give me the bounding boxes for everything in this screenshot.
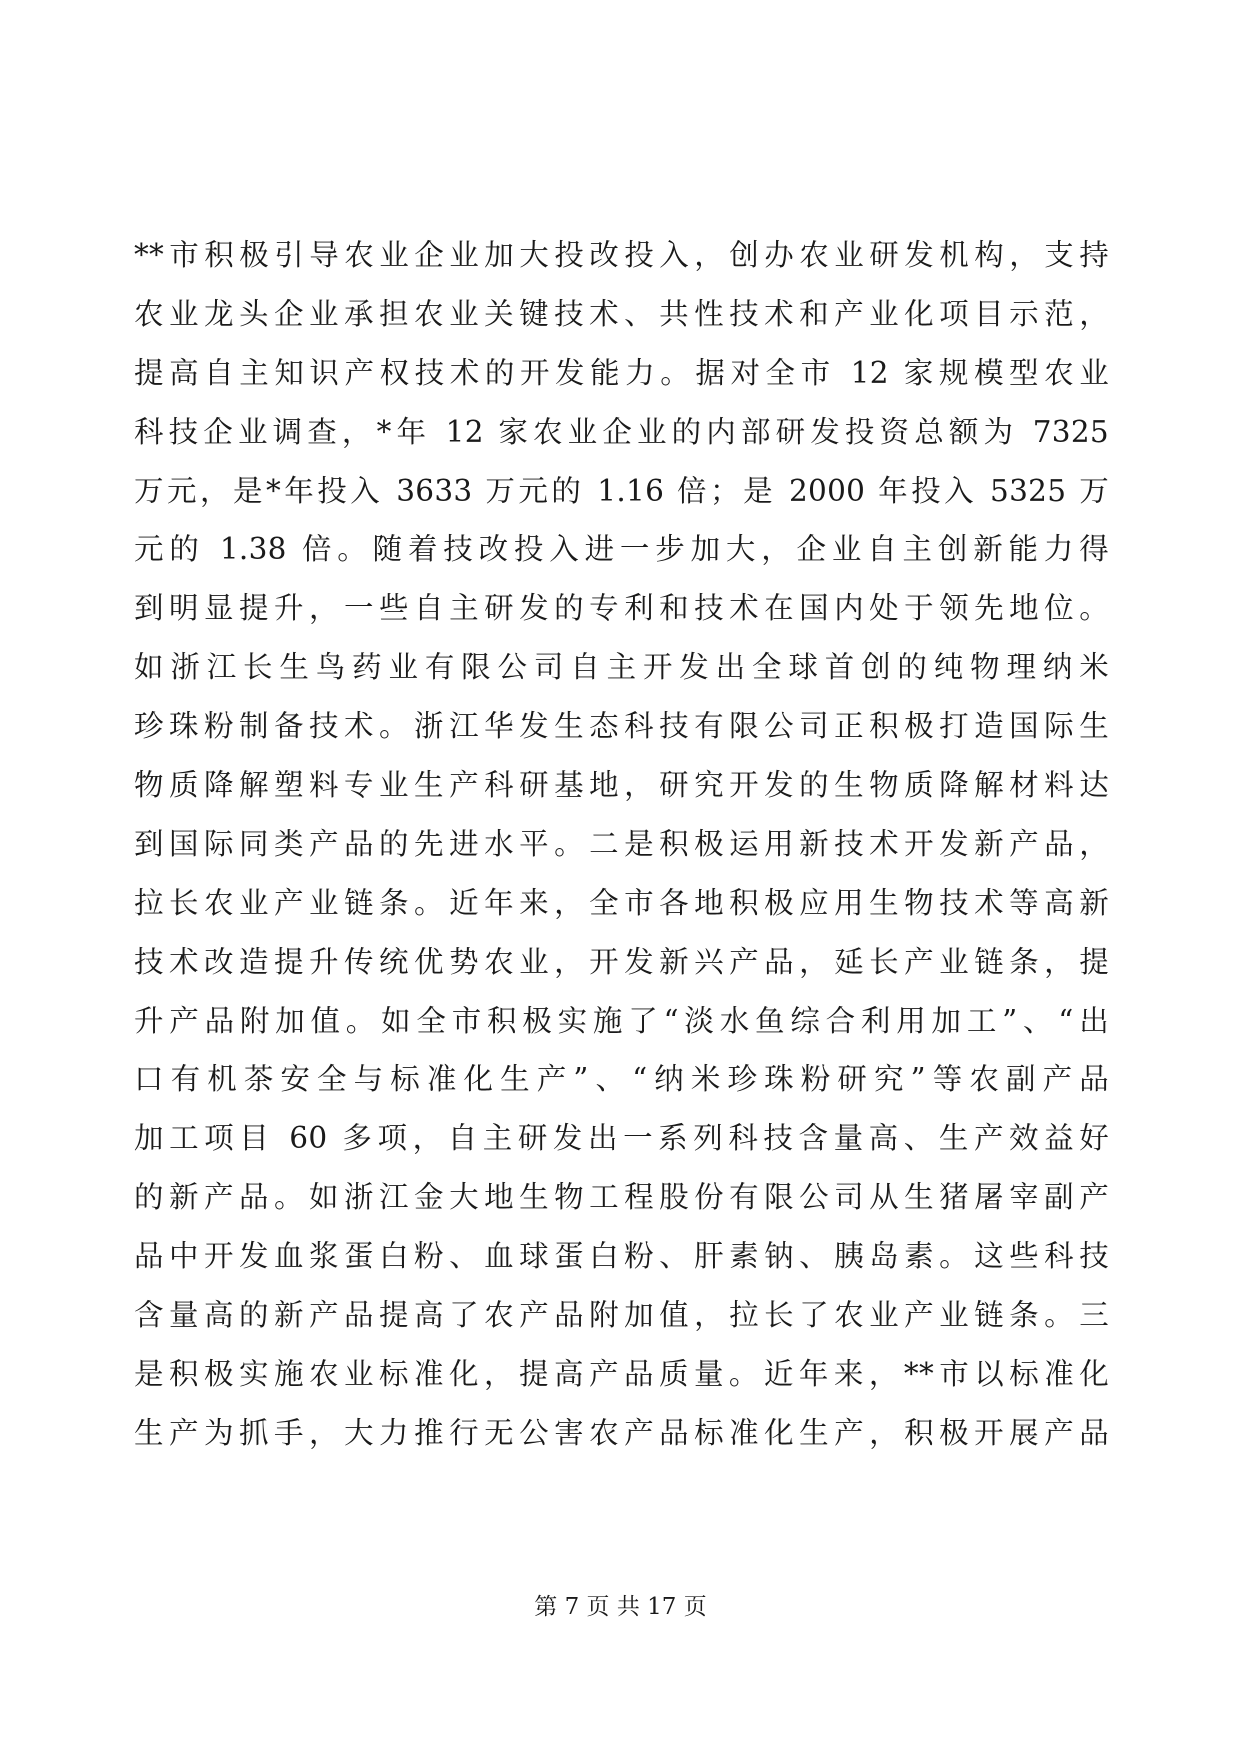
text-line: 到国际同类产品的先进水平。二是积极运用新技术开发新产品， <box>134 826 1109 861</box>
text-line: 到明显提升，一些自主研发的专利和技术在国内处于领先地位。 <box>134 591 1109 626</box>
text-line: 物质降解塑料专业生产科研基地，研究开发的生物质降解材料达 <box>134 768 1109 803</box>
text-line: 品中开发血浆蛋白粉、血球蛋白粉、肝素钠、胰岛素。这些科技 <box>134 1239 1109 1274</box>
text-line: 口有机茶安全与标准化生产”、“纳米珍珠粉研究”等农副产品 <box>134 1062 1109 1097</box>
page-number-footer: 第 7 页 共 17 页 <box>534 1594 707 1620</box>
text-line: **市积极引导农业企业加大投改投入，创办农业研发机构，支持 <box>134 238 1109 272</box>
text-line: 提高自主知识产权技术的开发能力。据对全市 12 家规模型农业 <box>134 355 1109 390</box>
text-line: 的新产品。如浙江金大地生物工程股份有限公司从生猪屠宰副产 <box>134 1180 1109 1215</box>
text-line: 拉长农业产业链条。近年来，全市各地积极应用生物技术等高新 <box>134 885 1109 920</box>
text-line: 科技企业调查，*年 12 家农业企业的内部研发投资总额为 7325 <box>134 414 1109 449</box>
text-line: 含量高的新产品提高了农产品附加值，拉长了农业产业链条。三 <box>134 1298 1109 1333</box>
text-line: 升产品附加值。如全市积极实施了“淡水鱼综合利用加工”、“出 <box>134 1003 1109 1038</box>
text-line: 农业龙头企业承担农业关键技术、共性技术和产业化项目示范， <box>134 296 1109 331</box>
text-line: 是积极实施农业标准化，提高产品质量。近年来，**市以标准化 <box>134 1356 1109 1391</box>
text-line: 如浙江长生鸟药业有限公司自主开发出全球首创的纯物理纳米 <box>134 650 1109 685</box>
text-line: 万元，是*年投入 3633 万元的 1.16 倍；是 2000 年投入 5325 万 <box>134 473 1109 508</box>
text-line: 珍珠粉制备技术。浙江华发生态科技有限公司正积极打造国际生 <box>134 709 1109 744</box>
text-line: 元的 1.38 倍。随着技改投入进一步加大，企业自主创新能力得 <box>134 532 1109 567</box>
text-line: 生产为抓手，大力推行无公害农产品标准化生产，积极开展产品 <box>134 1415 1109 1450</box>
body-text <box>134 226 1109 1463</box>
text-line: 加工项目 60 多项，自主研发出一系列科技含量高、生产效益好 <box>134 1121 1109 1156</box>
text-line: 技术改造提升传统优势农业，开发新兴产品，延长产业链条，提 <box>134 944 1109 979</box>
